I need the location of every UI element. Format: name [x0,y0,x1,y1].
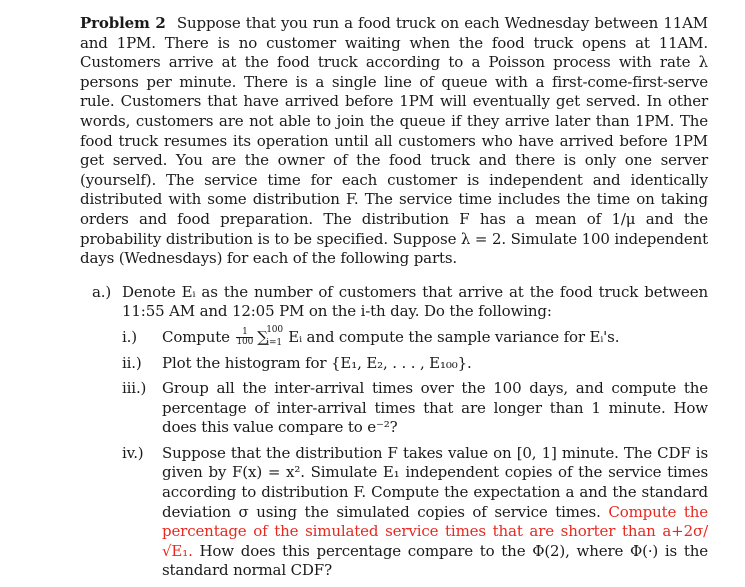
fraction-denominator: 100 [236,337,254,348]
subpart-iv-label: iv.) [122,443,144,462]
subpart-i-before: Compute [162,327,230,346]
part-a-text: Denote Eᵢ as the number of customers that arrive at the food truck between 11:55 AM and 12:05 PM on the i-th day. Do the following: [122,282,708,321]
subpart-i-after: Eᵢ and compute the sample variance for Eᵢ's. [288,327,620,346]
problem-document [80,14,708,587]
summation-symbol: ∑ 100 i=1 [257,328,268,348]
problem-statement [80,14,708,269]
subpart-ii [122,354,708,374]
part-a-label: a.) [92,282,112,301]
subpart-i [122,324,708,348]
part-a [92,283,708,581]
sum-upper-limit: 100 [266,324,283,335]
subpart-iii [122,379,708,438]
subpart-ii-label: ii.) [122,353,142,372]
fraction-one-over-hundred [236,328,253,347]
sum-lower-limit: i=1 [266,337,282,348]
problem-label: Problem 2 [80,14,166,32]
subparts-list [122,324,708,581]
fraction-numerator: 1 [236,328,253,338]
subpart-iv [122,444,708,581]
subpart-ii-text: Plot the histogram for {E₁, E₂, . . . , E₁₀₀}. [162,353,472,372]
subpart-i-label: i.) [122,327,137,346]
subpart-iii-text: Group all the inter-arrival times over the 100 days, and compute the percentage of inter-arrival times that are longer than 1 minute. How does this value compare to e⁻²? [162,379,708,437]
subpart-iv-text-2: How does this percentage compare to the Φ(2), where Φ(·) is the standard normal CDF? [162,541,708,580]
subpart-iv-text-1: Suppose that the distribution F takes value on [0, 1] minute. The CDF is given by F(x) = x². Simulate E₁ independent copies of the service times according to distribution F. Compute the expectation a and the standard deviation σ using the simulated copies of service times. [162,443,708,521]
subpart-iii-label: iii.) [122,379,147,398]
problem-text: Suppose that you run a food truck on each Wednesday between 11AM and 1PM. There is no customer waiting when the food truck opens at 11AM. Customers arrive at the food truck according to a Poisson process with rate λ persons per minute. There is a single line of queue with a first-come-first-serve rule. Customers that have arrived before 1PM will eventually get served. In other words, customers are not able to join the queue if they arrive later than 1PM. The food truck resumes its operation until all customers who have arrived before 1PM get served. You are the owner of the food truck and there is only one server (yourself). The service time for each customer is independent and identically distributed with some distribution F. The service time includes the time on taking orders and food preparation. The distribution F has a mean of 1/μ and the probability distribution is to be specified. Suppose λ = 2. Simulate 100 independent days (Wednesdays) for each of the following parts. [80,14,708,268]
subpart-iv-highlighted-text: Compute the percentage of the simulated service times that are shorter than a+2σ/√E₁. [162,502,708,560]
